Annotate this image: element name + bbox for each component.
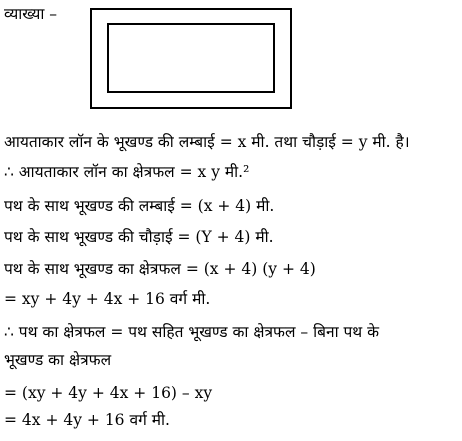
text-line-4: पथ के साथ भूखण्ड की चौड़ाई = (Y + 4) मी. [4,228,274,246]
text-line-10: = 4x + 4y + 16 वर्ग मी. [4,411,170,429]
text-line-8: भूखण्ड का क्षेत्रफल [4,351,112,369]
text-line-3: पथ के साथ भूखण्ड की लम्बाई = (x + 4) मी. [4,197,275,215]
text-line-5: पथ के साथ भूखण्ड का क्षेत्रफल = (x + 4) (y + 4) [4,260,316,278]
text-line-2: ∴ आयताकार लॉन का क्षेत्रफल = x y मी.² [4,163,250,181]
heading: व्याख्या – [4,5,58,23]
text-line-9: = (xy + 4y + 4x + 16) – xy [4,384,213,402]
text-line-7: ∴ पथ का क्षेत्रफल = पथ सहित भूखण्ड का क्षेत्रफल – बिना पथ के [4,323,380,341]
inner-rectangle-lawn [107,23,275,93]
text-line-1: आयताकार लॉन के भूखण्ड की लम्बाई = x मी. तथा चौड़ाई = y मी. है। [4,133,410,151]
text-line-6: = xy + 4y + 4x + 16 वर्ग मी. [4,290,211,308]
